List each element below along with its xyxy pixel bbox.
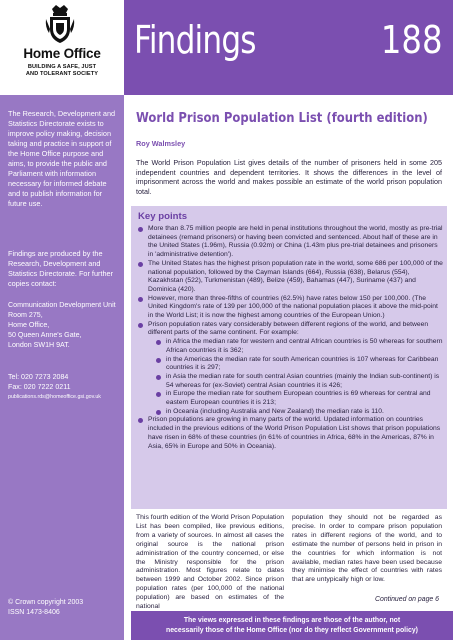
bullet-icon	[156, 375, 161, 380]
key-point-item: Prison populations are growing in many parts of the world. Updated information on countries included in the previous editions of the World Prison Population List shows that prison populations have risen in 68% of these countries (in 61% of countries in Africa, 68% in the Americas, 87% in Asia, 65% in Europe and 50% in Oceania).	[136, 416, 444, 451]
sidebar-tel-fax: Tel: 020 7273 2084 Fax: 020 7222 0211	[8, 373, 71, 391]
bullet-icon	[156, 358, 161, 363]
bullet-icon	[156, 410, 161, 415]
key-point-subitem: in Asia the median rate for south central Asian countries (mainly the Indian sub-continent) is 54 whereas for (ex-Soviet) central Asian countries it is 426;	[154, 373, 444, 390]
article-author: Roy Walmsley	[136, 139, 186, 148]
article-title: World Prison Population List (fourth edition)	[136, 110, 428, 126]
royal-crest-icon	[44, 3, 76, 45]
continued-note: Continued on page 6	[375, 596, 439, 603]
series-number: 188	[381, 18, 443, 62]
sidebar	[0, 95, 124, 640]
series-title: Findings	[134, 18, 256, 62]
org-name: Home Office	[23, 46, 101, 61]
bullet-icon	[156, 340, 161, 345]
sidebar-email-link[interactable]: publications.rds@homeoffice.gsi.gov.uk	[8, 394, 101, 400]
key-point-subitem: in the Americas the median rate for south American countries is 107 whereas for Caribbean countries it is 297;	[154, 356, 444, 373]
key-point-subitem: in Europe the median rate for southern European countries is 69 whereas for central and eastern European countries it is 213;	[154, 390, 444, 407]
sidebar-produced-by: Findings are produced by the Research, Development and Statistics Directorate. For further copies contact:	[8, 249, 114, 288]
intro-paragraph: The World Prison Population List gives details of the number of prisoners held in some 205 independent countries and dependent territories. It shows the differences in the level of imprisonment across the world and makes possible an estimate of the world prison population total.	[136, 158, 442, 196]
bullet-icon	[138, 418, 143, 423]
key-point-item: The United States has the highest prison population rate in the world, some 686 per 100,000 of the national population, followed by the Cayman Islands (664), Russia (638), Belarus (554), Kazakhstan (522), Turkmenistan (489), Belize (459), Bahamas (447), Suriname (437) and Dominica (420).	[136, 260, 444, 295]
bullet-icon	[138, 262, 143, 267]
findings-banner	[124, 0, 453, 95]
org-tagline: BUILDING A SAFE, JUST AND TOLERANT SOCIETY	[25, 64, 99, 77]
key-point-subitem: in Africa the median rate for western and central African countries is 50 whereas for southern African countries it is 362;	[154, 338, 444, 355]
key-point-item: However, more than three-fifths of countries (62.5%) have rates below 150 per 100,000. (The United Kingdom's rate of 139 per 100,000 of the national population places it above the mid-point in the World List; it is now the highest among countries of the European Union.)	[136, 295, 444, 321]
sidebar-copyright: © Crown copyright 2003 ISSN 1473-8406	[8, 599, 84, 616]
sidebar-intro: The Research, Development and Statistics Directorate exists to improve policy making, decision taking and practice in support of the Home Office purpose and aims, to provide the public and Parliament with information necessary for informed debate and to publish information for future use.	[8, 109, 116, 208]
body-column-left: This fourth edition of the World Prison Population List has been compiled, like previous editions, from a variety of sources. In almost all cases the original source is the national prison administration of the country concerned, or else the Ministry responsible for the prison administration. Most figures relate to dates between 1999 and October 2002. Since prison population rates (per 100,000 of the national population) are based on estimates of the national	[136, 514, 284, 611]
key-points-sublist	[154, 338, 444, 416]
key-point-item: More than 8.75 million people are held in penal institutions throughout the world, mostly as pre-trial detainees (remand prisoners) or having been convicted and sentenced. About half of these are in the United States (1.96m), Russia (0.92m) or China (1.43m plus pre-trial detainees and prisoners in 'administrative detention').	[136, 225, 444, 260]
bullet-icon	[138, 323, 143, 328]
key-point-subitem: in Oceania (including Australia and New Zealand) the median rate is 110.	[154, 408, 444, 417]
sidebar-address: Communication Development Unit Room 275, Home Office, 50 Queen Anne's Gate, London SW1H 9AT.	[8, 301, 116, 349]
key-points-list	[136, 225, 444, 451]
key-points-heading: Key points	[138, 211, 188, 222]
key-points-box	[131, 206, 447, 509]
bullet-icon	[138, 227, 143, 232]
key-point-item: Prison population rates vary considerably between different regions of the world, and between different parts of the same continent. For example: in Africa the median rate for western and central African countries is 50 whereas for southern African countries it is 362; in the Americas the median rate for south American countries is 107 whereas for Caribbean countries it is 297; in Asia the median rate for south central Asian countries (mainly the Indian sub-continent) is 54 whereas for (ex-Soviet) central Asian countries it is 426; in Europe the median rate for southern European countries is 69 whereas for central and eastern European countries it is 213; in Oceania (including Australia and New Zealand) the median rate is 110.	[136, 321, 444, 417]
home-office-logo	[0, 0, 124, 95]
disclaimer-footer: The views expressed in these findings are those of the author, not necessarily those of the Home Office (nor do they reflect Government policy)	[131, 611, 453, 640]
body-column-right: population they should not be regarded as precise. In order to compare prison population rates in different regions of the world, and to estimate the number of persons held in prison in the countries for which information is not available, median rates have been used because they minimise the effect of countries with rates that are untypically high or low.	[292, 514, 442, 584]
bullet-icon	[138, 297, 143, 302]
bullet-icon	[156, 392, 161, 397]
